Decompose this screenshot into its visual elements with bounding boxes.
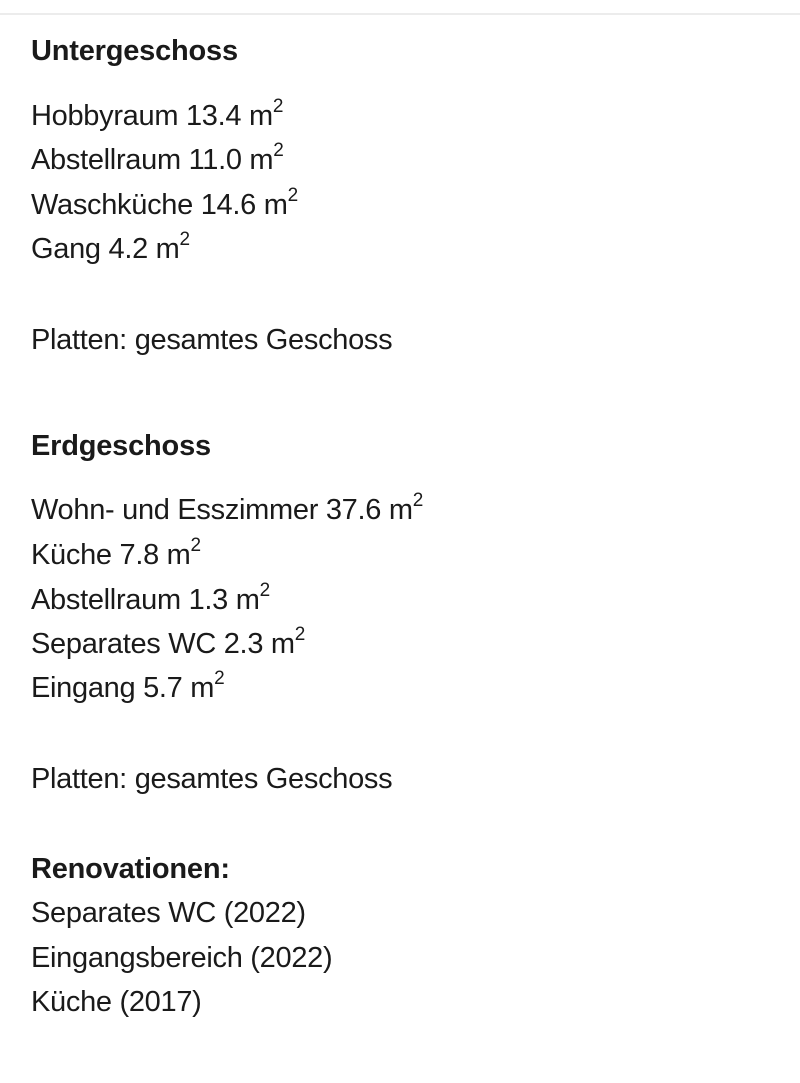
room-separates-wc: Separates WC 2.3 $m^2$ [31,624,306,660]
flooring-note-eg: Platten: gesamtes Geschoss [31,763,393,795]
room-wohn-esszimmer: Wohn- und Esszimmer 37.6 $m^2$ [31,490,423,526]
room-hobbyraum: Hobbyraum 13.4 $m^2$ [31,96,284,132]
room-gang: Gang 4.2 $m^2$ [31,229,190,265]
room-abstellraum-ug: Abstellraum 11.0 $m^2$ [31,140,284,176]
renovation-item: Separates WC (2022) [31,897,306,929]
room-kueche: Küche 7.8 $m^2$ [31,535,201,571]
top-divider [0,13,800,15]
section-heading-untergeschoss: Untergeschoss [31,35,238,67]
room-waschkueche: Waschküche 14.6 $m^2$ [31,185,298,221]
renovation-item: Küche (2017) [31,986,202,1018]
room-abstellraum-eg: Abstellraum 1.3 $m^2$ [31,580,270,616]
renovation-item: Eingangsbereich (2022) [31,942,333,974]
section-heading-erdgeschoss: Erdgeschoss [31,430,211,462]
renovations-heading: Renovationen: [31,853,230,885]
flooring-note-ug: Platten: gesamtes Geschoss [31,324,393,356]
room-eingang: Eingang 5.7 $m^2$ [31,668,225,704]
